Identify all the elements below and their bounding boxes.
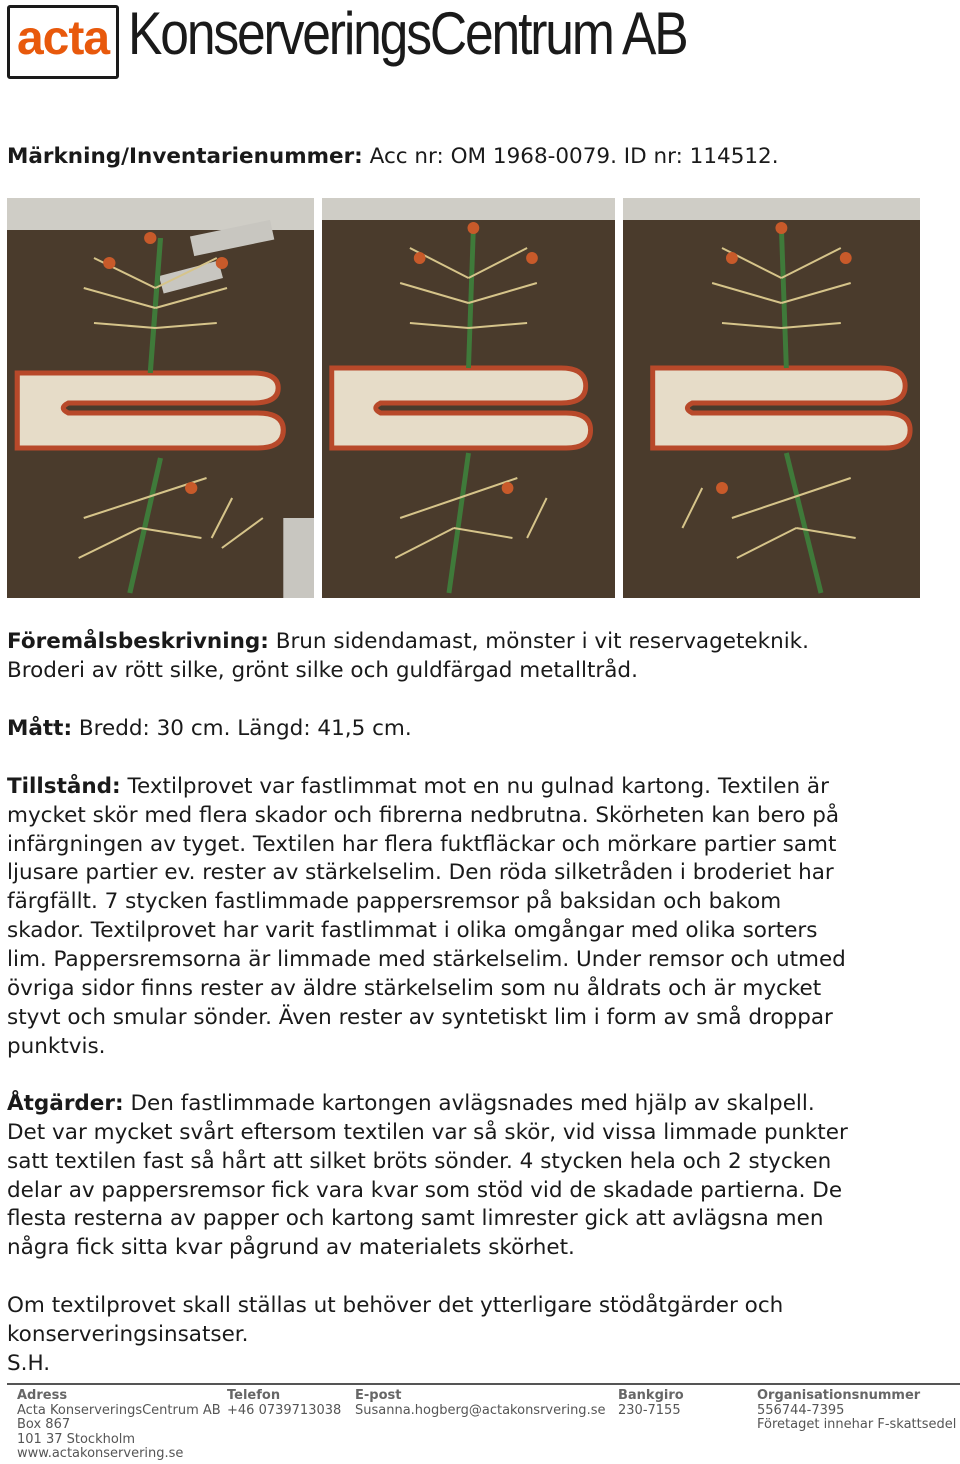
condition-line: infärgningen av tyget. Textilen har flera fuktfläckar och mörkare partier samt bbox=[7, 832, 837, 857]
condition-line: färgfällt. 7 stycken fastlimmade pappersremsor på baksidan och bakom bbox=[7, 889, 782, 914]
footer-phone bbox=[227, 1389, 341, 1418]
description-label: Föremålsbeskrivning: bbox=[7, 629, 269, 654]
footer-org bbox=[757, 1389, 956, 1433]
footer-address-line: 101 37 Stockholm bbox=[17, 1431, 136, 1447]
marking-value: Acc nr: OM 1968-0079. ID nr: 114512. bbox=[369, 144, 779, 169]
footer-phone-heading: Telefon bbox=[227, 1388, 281, 1403]
footer-divider bbox=[7, 1383, 960, 1385]
actions-text: Den fastlimmade kartongen avlägsnades med hjälp av skalpell. bbox=[130, 1091, 815, 1116]
measurements-label: Mått: bbox=[7, 716, 73, 741]
footer-bank-heading: Bankgiro bbox=[618, 1388, 684, 1403]
recommendation-line: konserveringsinsatser. bbox=[7, 1322, 249, 1347]
marking-label: Märkning/Inventarienummer: bbox=[7, 144, 363, 169]
acta-logo bbox=[7, 5, 119, 79]
condition-line-1 bbox=[7, 772, 829, 801]
condition-line: mycket skör med flera skador och fibrerna nedbrutna. Skörheten kan bero på bbox=[7, 803, 840, 828]
condition-line: skador. Textilprovet har varit fastlimmat i olika omgångar med olika sorters bbox=[7, 918, 818, 943]
logo-text: acta bbox=[16, 12, 110, 65]
measurements-value: Bredd: 30 cm. Längd: 41,5 cm. bbox=[78, 716, 412, 741]
footer-tax-note: Företaget innehar F-skattsedel bbox=[757, 1417, 957, 1432]
footer-bank-number: 230-7155 bbox=[618, 1402, 681, 1418]
footer-website-link[interactable]: www.actakonservering.se bbox=[17, 1446, 184, 1461]
description-line-1 bbox=[7, 627, 809, 656]
textile-photo-3 bbox=[623, 198, 920, 598]
marking-line bbox=[7, 142, 779, 171]
condition-line: ljusare partier ev. rester av stärkelselim. Den röda silketråden i broderiet har bbox=[7, 860, 834, 885]
footer-org-heading: Organisationsnummer bbox=[757, 1388, 921, 1403]
description-line-2: Broderi av rött silke, grönt silke och guldfärgad metalltråd. bbox=[7, 658, 638, 683]
condition-line: lim. Pappersremsorna är limmade med stärkelselim. Under remsor och utmed bbox=[7, 947, 846, 972]
footer-email-heading: E-post bbox=[355, 1388, 402, 1403]
footer-phone-number[interactable]: +46 0739713038 bbox=[227, 1402, 342, 1418]
recommendation-line: Om textilprovet skall ställas ut behöver det ytterligare stödåtgärder och bbox=[7, 1293, 784, 1318]
condition-line: styvt och smular sönder. Även rester av syntetiskt lim i form av små droppar bbox=[7, 1005, 833, 1030]
footer-email bbox=[355, 1389, 605, 1418]
signature-initials: S.H. bbox=[7, 1351, 51, 1376]
footer-org-number: 556744-7395 bbox=[757, 1402, 845, 1418]
footer-email-link[interactable]: Susanna.hogberg@actakonsrvering.se bbox=[355, 1402, 606, 1418]
footer-address-line: Box 867 bbox=[17, 1417, 71, 1432]
condition-line: övriga sidor finns rester av äldre stärkelselim som nu åldrats och är mycket bbox=[7, 976, 822, 1001]
company-name: KonserveringsCentrum AB bbox=[128, 0, 687, 67]
actions-line: Det var mycket svårt eftersom textilen var så skör, vid vissa limmade punkter bbox=[7, 1120, 848, 1145]
footer-address-heading: Adress bbox=[17, 1388, 68, 1403]
textile-photo-2 bbox=[322, 198, 615, 598]
footer-address-line: Acta KonserveringsCentrum AB bbox=[17, 1402, 221, 1418]
actions-line-1 bbox=[7, 1089, 815, 1118]
footer-bank bbox=[618, 1389, 684, 1418]
actions-line: flesta resterna av papper och kartong samt limrester gick att avlägsna men bbox=[7, 1206, 824, 1231]
condition-text: Textilprovet var fastlimmat mot en nu gulnad kartong. Textilen är bbox=[127, 774, 829, 799]
footer-address bbox=[17, 1389, 221, 1462]
condition-line: punktvis. bbox=[7, 1034, 106, 1059]
measurements-line bbox=[7, 714, 412, 743]
actions-line: några fick sitta kvar pågrund av materialets skörhet. bbox=[7, 1235, 575, 1260]
description-text-1: Brun sidendamast, mönster i vit reservageteknik. bbox=[275, 629, 809, 654]
condition-label: Tillstånd: bbox=[7, 774, 121, 799]
actions-label: Åtgärder: bbox=[7, 1091, 124, 1116]
actions-line: satt textilen fast så hårt att silket bröts sönder. 4 stycken hela och 2 stycken bbox=[7, 1149, 832, 1174]
actions-line: delar av pappersremsor fick vara kvar som stöd vid de skadade partierna. De bbox=[7, 1178, 843, 1203]
textile-photo-1 bbox=[7, 198, 314, 598]
